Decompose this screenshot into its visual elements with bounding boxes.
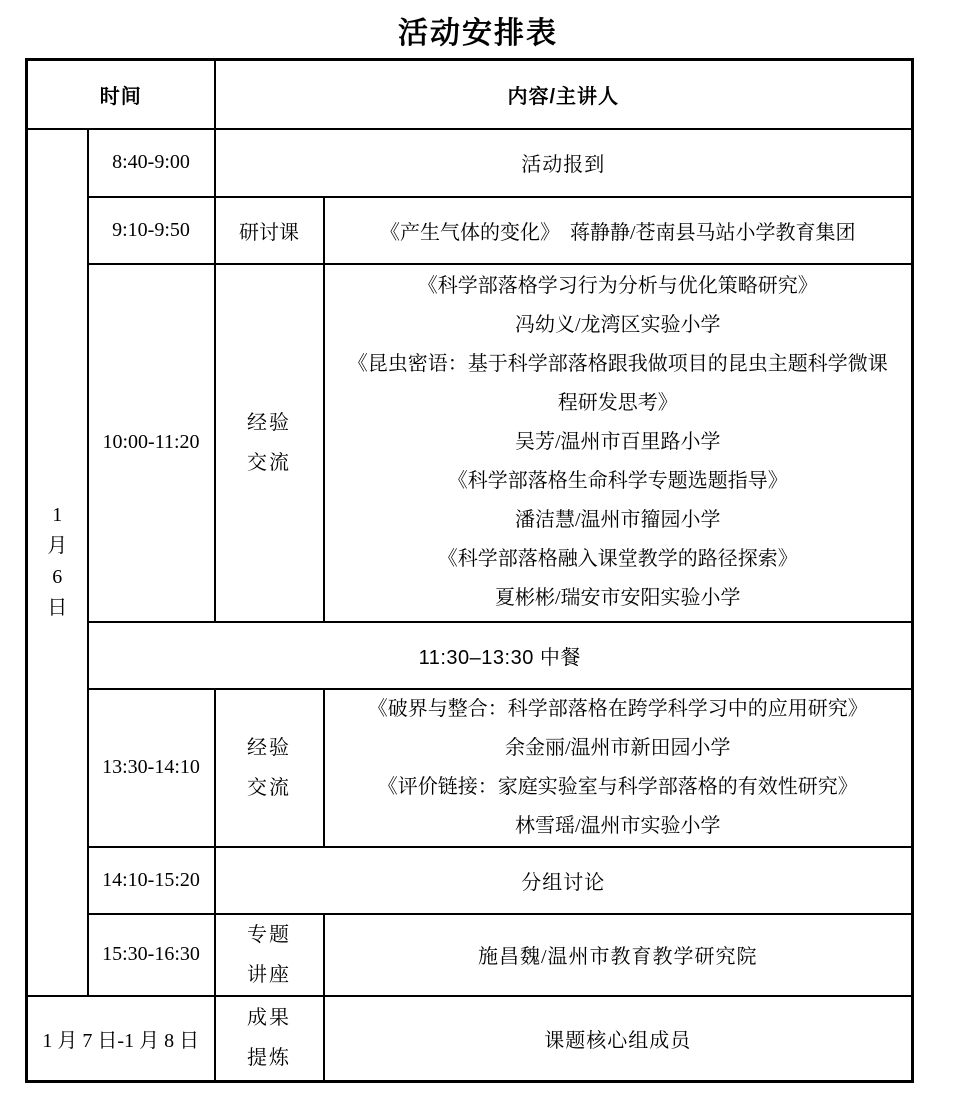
- content-cell-afternoon: [324, 689, 913, 847]
- content-line: 林雪瑶/温州市实验小学: [514, 814, 721, 837]
- type-line: 成果: [247, 1007, 291, 1030]
- row-morning-exchange: [27, 264, 913, 622]
- type-line: 专题: [247, 923, 291, 946]
- date-char: 1: [52, 504, 63, 526]
- type-cell-afternoon: [215, 689, 324, 847]
- content-line: 《科学部落格学习行为分析与优化策略研究》: [417, 275, 818, 297]
- time-cell-lecture: 15:30-16:30: [88, 914, 215, 996]
- content-line: 余金丽/温州市新田园小学: [504, 736, 731, 759]
- page-title: 活动安排表: [398, 17, 558, 50]
- time-cell-seminar: 9:10-9:50: [88, 197, 215, 264]
- date-char: 月: [47, 535, 68, 557]
- type-line: 经验: [247, 736, 291, 759]
- content-cell-final: 课题核心组成员: [324, 996, 913, 1082]
- row-group-discussion: [27, 847, 913, 914]
- time-cell-group: 14:10-15:20: [88, 847, 215, 914]
- time-cell-morning: 10:00-11:20: [88, 264, 215, 622]
- type-cell-lecture: [215, 914, 324, 996]
- content-cell-seminar: 《产生气体的变化》 蒋静静/苍南县马站小学教育集团: [324, 197, 913, 264]
- date-cell-jan6: [27, 129, 88, 996]
- date-char: 日: [47, 597, 68, 619]
- type-line: 提炼: [247, 1047, 291, 1070]
- content-line: 夏彬彬/瑞安市安阳实验小学: [494, 587, 741, 609]
- content-line: 《评价链接：家庭实验室与科学部落格的有效性研究》: [377, 775, 858, 798]
- content-line: 《科学部落格生命科学专题选题指导》: [447, 470, 788, 492]
- row-afternoon-exchange: [27, 689, 913, 847]
- col-header-time: 时间: [27, 60, 215, 129]
- col-header-content: 内容/主讲人: [215, 60, 913, 129]
- content-line: 吴芳/温州市百里路小学: [514, 431, 721, 453]
- row-final: [27, 996, 913, 1082]
- content-line: 程研发思考》: [557, 392, 678, 414]
- row-lecture: [27, 914, 913, 996]
- content-cell-lunch: 11:30–13:30 中餐: [88, 622, 913, 689]
- type-line: 讲座: [247, 963, 291, 986]
- content-cell-checkin: 活动报到: [215, 129, 913, 197]
- content-line: 《破界与整合：科学部落格在跨学科学习中的应用研究》: [367, 697, 868, 720]
- content-line: 潘洁慧/温州市籀园小学: [514, 509, 721, 531]
- date-cell-jan7-8: 1 月 7 日-1 月 8 日: [27, 996, 215, 1082]
- type-cell-morning: [215, 264, 324, 622]
- row-lunch: [27, 622, 913, 689]
- content-line: 冯幼义/龙湾区实验小学: [514, 314, 721, 336]
- content-line: 《科学部落格融入课堂教学的路径探索》: [437, 548, 798, 570]
- row-seminar: [27, 197, 913, 264]
- content-line: 《昆虫密语：基于科学部落格跟我做项目的昆虫主题科学微课: [347, 353, 888, 375]
- schedule-table: [25, 58, 914, 1083]
- type-cell-seminar: 研讨课: [215, 197, 324, 264]
- date-char: 6: [52, 566, 63, 588]
- content-cell-lecture: 施昌魏/温州市教育教学研究院: [324, 914, 913, 996]
- time-cell-checkin: 8:40-9:00: [88, 129, 215, 197]
- type-line: 交流: [247, 451, 291, 474]
- content-cell-group: 分组讨论: [215, 847, 913, 914]
- content-cell-morning: [324, 264, 913, 622]
- row-checkin: [27, 129, 913, 197]
- header-row: [27, 60, 913, 129]
- type-line: 经验: [247, 411, 291, 434]
- type-line: 交流: [247, 776, 291, 799]
- type-cell-final: [215, 996, 324, 1082]
- time-cell-afternoon: 13:30-14:10: [88, 689, 215, 847]
